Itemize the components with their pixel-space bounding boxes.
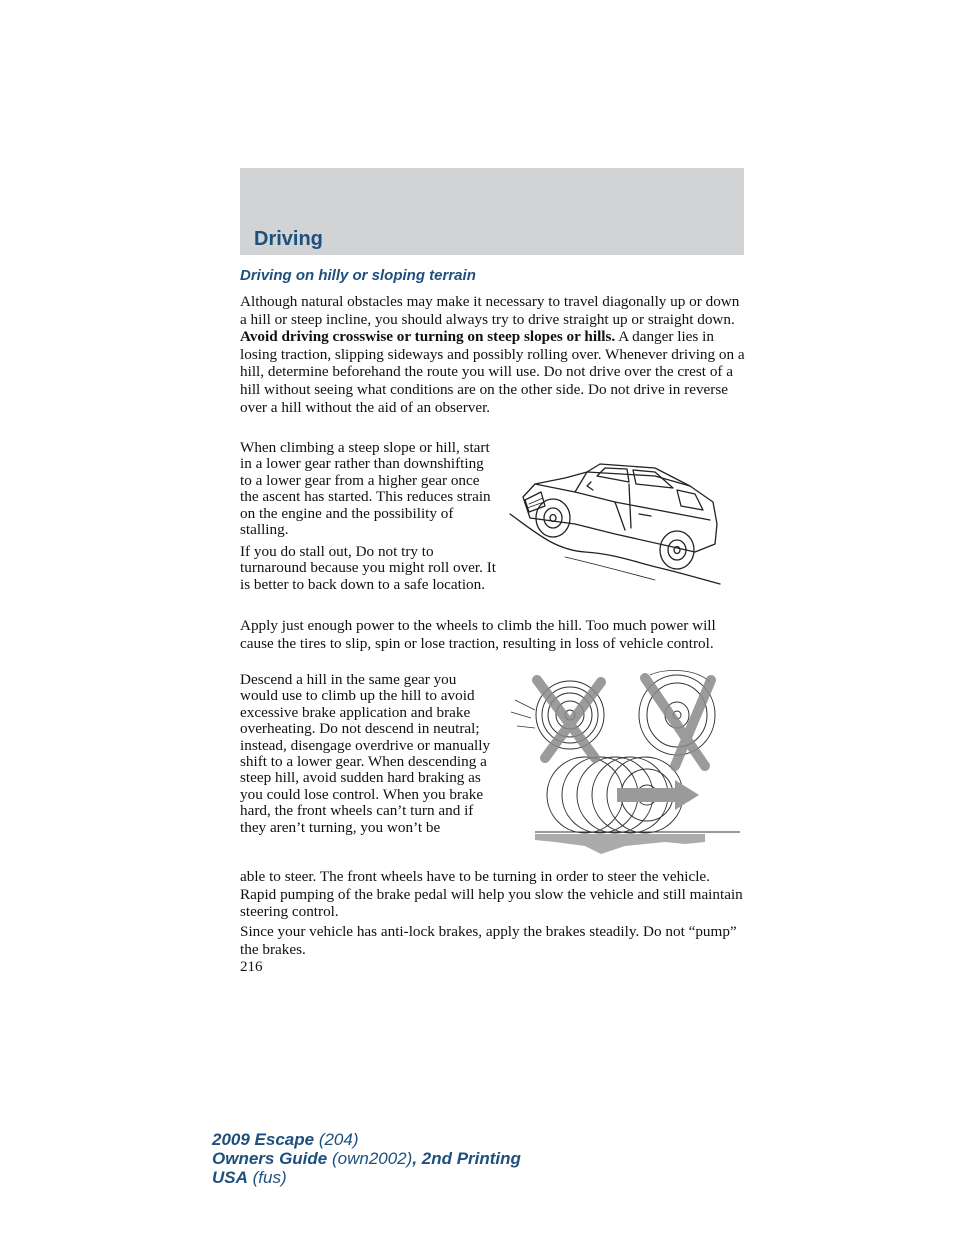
section-title: Driving [254, 228, 323, 250]
paragraph-stall: If you do stall out, Do not try to turnaround because you might roll over. It is better to back down to a safe location. [240, 543, 497, 593]
footer-guide: Owners Guide [212, 1149, 328, 1168]
suv-on-slope-illustration [505, 462, 730, 590]
footer-model-code: (204) [314, 1130, 359, 1149]
footer-market: USA [212, 1168, 248, 1187]
bold-warning: Avoid driving crosswise or turning on steep slopes or hills. [240, 328, 616, 346]
paragraph-crosswise-warning [240, 293, 748, 416]
wheel-braking-illustration [505, 670, 743, 858]
paragraph-descend: Descend a hill in the same gear you would use to climb up the hill to avoid excessive brake application and brake overheating. Do not descend in neutral; instead, disengage overdrive or manually shift to a lower gear. When descending a steep hill, avoid sudden hard braking as you could lose control. When you brake hard, the front wheels can’t turn and if they aren’t turning, you won’t be [240, 671, 491, 836]
paragraph-antilock: Since your vehicle has anti-lock brakes, apply the brakes steadily. Do not “pump” the brakes. [240, 923, 737, 958]
footer-market-code: (fus) [247, 1168, 287, 1187]
subheading: Driving on hilly or sloping terrain [240, 267, 476, 284]
footer-guide-code: (own2002) [327, 1149, 413, 1168]
paragraph-text: Although natural obstacles may make it necessary to travel diagonally up or down a hill or steep incline, you should always try to drive straight up or straight down. [240, 293, 740, 328]
section-header-band [240, 168, 744, 255]
page-number: 216 [240, 959, 263, 975]
footer-model: 2009 Escape [212, 1130, 315, 1149]
paragraph-climbing: When climbing a steep slope or hill, start in a lower gear rather than downshifting to a lower gear from a higher gear once the ascent has started. This reduces strain on the engine and the possibility of stalling. [240, 439, 491, 539]
paragraph-power: Apply just enough power to the wheels to climb the hill. Too much power will cause the tires to slip, spin or lose traction, resulting in loss of vehicle control. [240, 617, 716, 652]
paragraph-text: A danger lies in losing traction, slipping sideways and possibly rolling over. Whenever driving on a hill, determine beforehand the route you will use. Do not drive over the crest of a hill without seeing what conditions are on the other side. Do not drive in reverse over a hill without the aid of an observer. [240, 328, 745, 416]
document-footer [212, 1130, 521, 1187]
footer-printing: , 2nd Printing [412, 1149, 521, 1168]
paragraph-steer: able to steer. The front wheels have to be turning in order to steer the vehicle. Rapid pumping of the brake pedal will help you slow the vehicle and still maintain steering control. [240, 868, 743, 921]
